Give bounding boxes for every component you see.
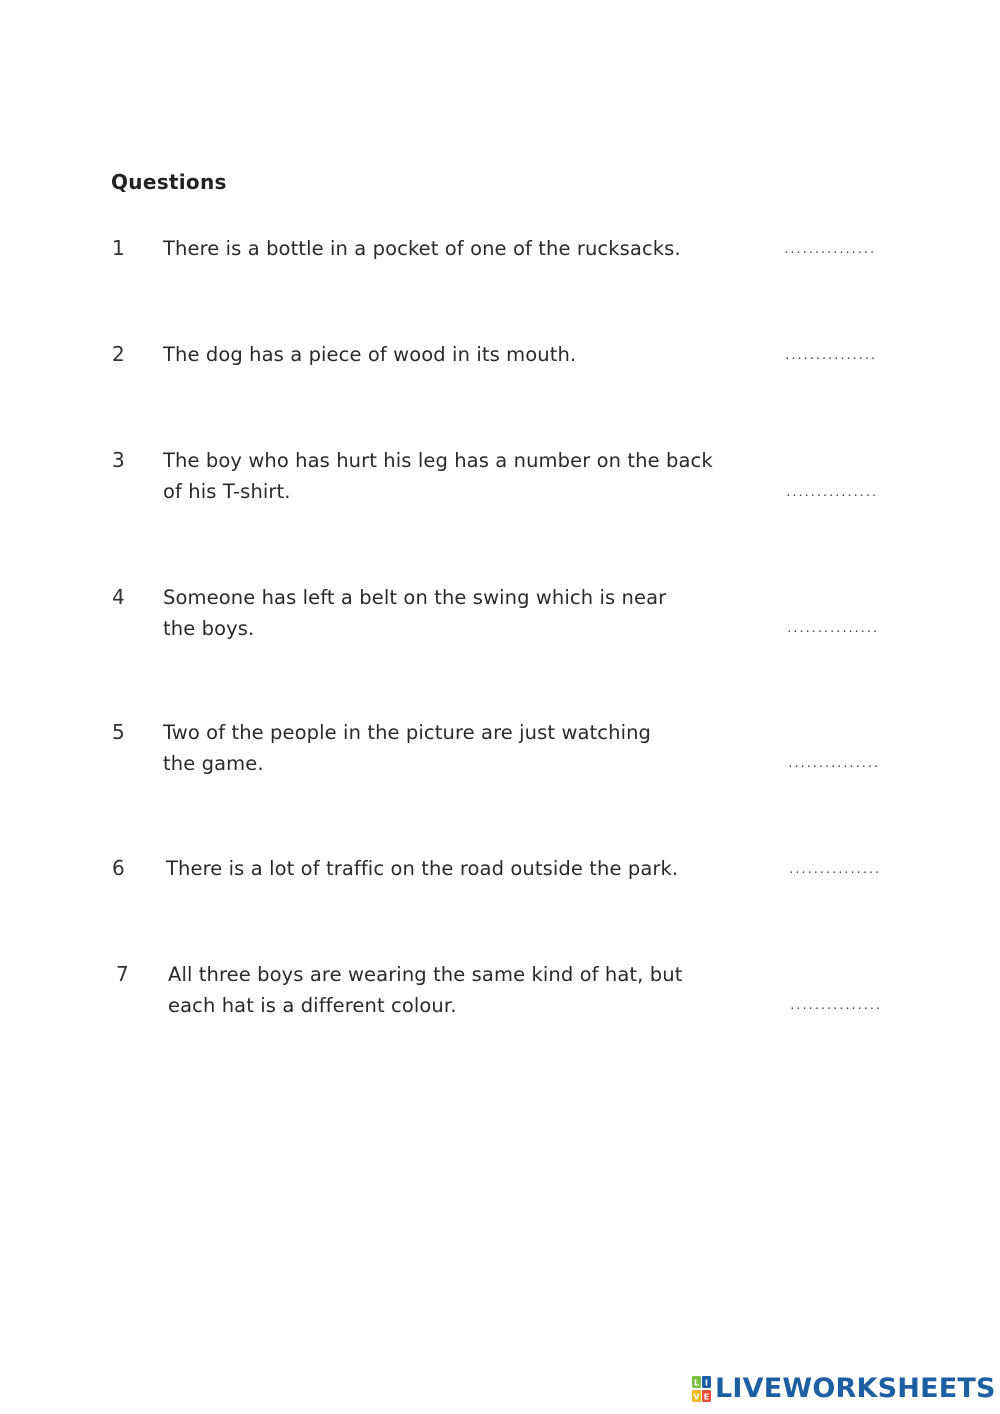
question-text-line: There is a bottle in a pocket of one of the rucksacks. xyxy=(163,237,681,260)
liveworksheets-logo xyxy=(692,1374,996,1404)
liveworksheets-logo-icon xyxy=(692,1376,711,1402)
question-text xyxy=(163,339,763,370)
question-text-line: There is a lot of traffic on the road outside the park. xyxy=(166,857,679,880)
svg-text:I: I xyxy=(705,1378,708,1388)
question-number: 4 xyxy=(112,585,125,609)
question-text-line: the game. xyxy=(163,752,264,775)
question-text-line: The dog has a piece of wood in its mouth. xyxy=(163,343,577,366)
answer-blank[interactable]: ............... xyxy=(789,999,881,1012)
question-text-line: Someone has left a belt on the swing which is near xyxy=(163,586,667,609)
answer-blank[interactable]: ............... xyxy=(783,243,875,256)
question-text xyxy=(168,959,768,1021)
question-number: 7 xyxy=(116,962,129,986)
answer-blank[interactable]: ............... xyxy=(787,757,879,770)
question-text xyxy=(163,445,763,507)
answer-blank[interactable]: ............... xyxy=(788,863,880,876)
question-text-line: The boy who has hurt his leg has a number on the back xyxy=(163,449,713,472)
question-text-line: of his T-shirt. xyxy=(163,480,291,503)
question-text xyxy=(163,582,763,644)
question-text xyxy=(166,853,766,884)
question-text-line: Two of the people in the picture are just watching xyxy=(163,721,652,744)
liveworksheets-logo-text: LIVEWORKSHEETS xyxy=(715,1373,996,1404)
answer-blank[interactable]: ............... xyxy=(786,622,878,635)
question-text-line: each hat is a different colour. xyxy=(168,994,457,1017)
svg-text:V: V xyxy=(693,1392,700,1402)
answer-blank[interactable]: ............... xyxy=(785,486,877,499)
question-text xyxy=(163,717,763,779)
question-number: 2 xyxy=(112,342,125,366)
question-number: 6 xyxy=(112,856,125,880)
question-text xyxy=(163,233,763,264)
svg-text:L: L xyxy=(693,1378,700,1388)
question-number: 3 xyxy=(112,448,125,472)
page-heading: Questions xyxy=(111,170,227,194)
answer-blank[interactable]: ............... xyxy=(784,349,876,362)
question-text-line: All three boys are wearing the same kind of hat, but xyxy=(168,963,683,986)
question-text-line: the boys. xyxy=(163,617,255,640)
question-number: 5 xyxy=(112,720,125,744)
question-number: 1 xyxy=(112,236,125,260)
svg-text:E: E xyxy=(703,1392,710,1402)
